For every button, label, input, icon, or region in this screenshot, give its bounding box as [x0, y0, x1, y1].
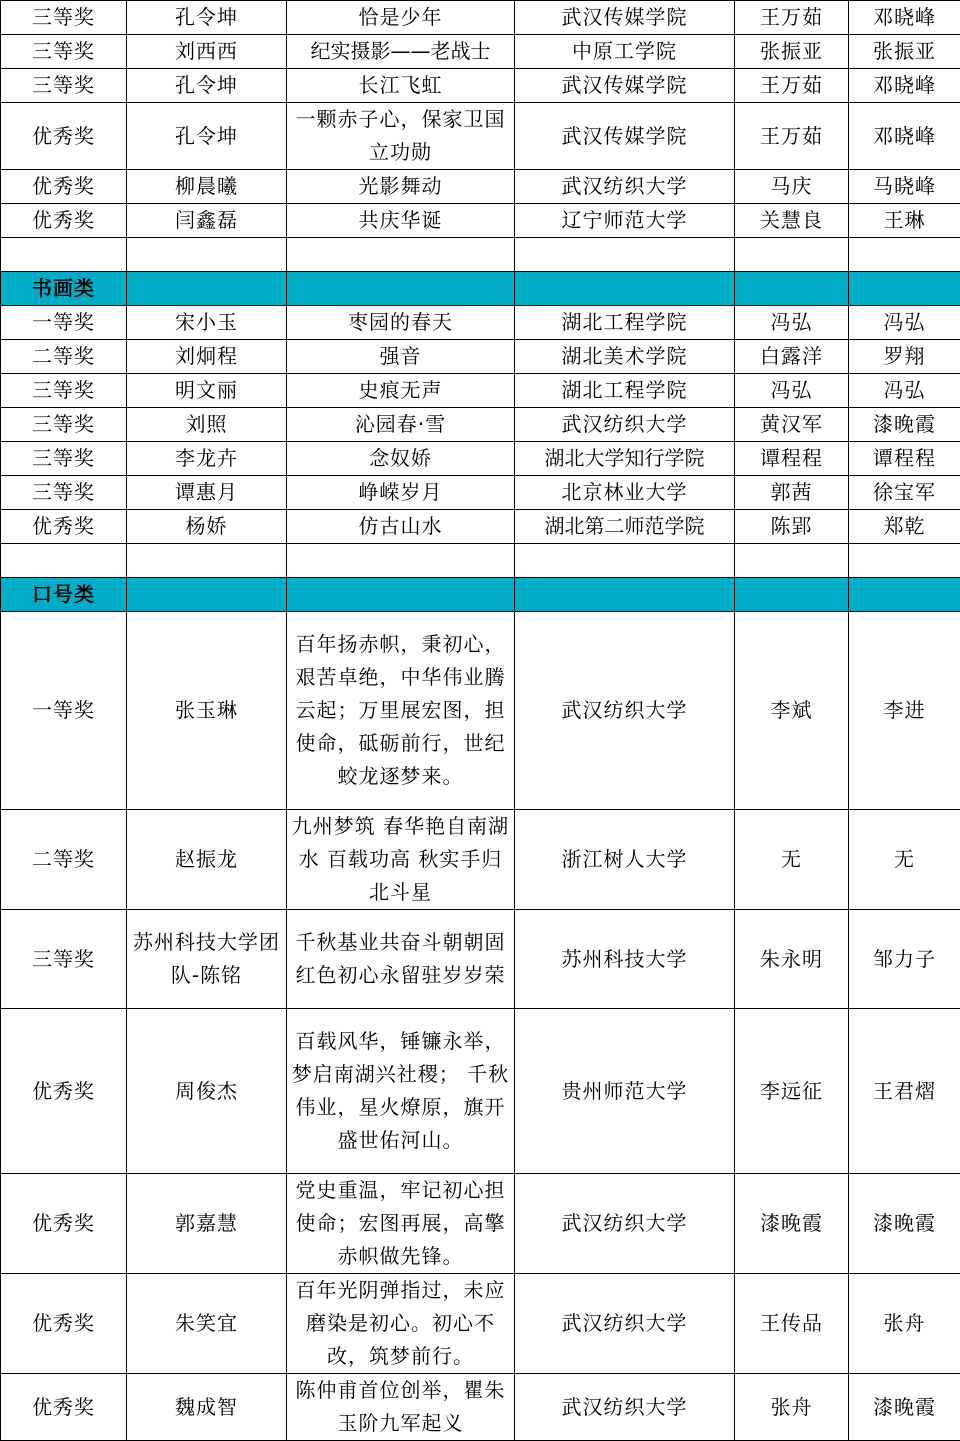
work-cell: 恰是少年 [287, 1, 515, 35]
work-cell: 党史重温，牢记初心担使命；宏图再展，高擎赤帜做先锋。 [287, 1174, 515, 1274]
work-cell: 纪实摄影——老战士 [287, 35, 515, 69]
recommender-cell: 漆晚霞 [849, 408, 960, 442]
table-row [1, 810, 960, 910]
award-cell: 三等奖 [1, 35, 127, 69]
work-cell: 光影舞动 [287, 170, 515, 204]
name-cell: 杨娇 [127, 510, 287, 544]
table-row [1, 442, 960, 476]
recommender-cell: 罗翔 [849, 340, 960, 374]
advisor-cell: 王传品 [735, 1274, 849, 1374]
recommender-cell: 郑乾 [849, 510, 960, 544]
name-cell: 闫鑫磊 [127, 204, 287, 238]
work-cell: 仿古山水 [287, 510, 515, 544]
school-cell: 湖北工程学院 [515, 306, 735, 340]
advisor-cell: 张振亚 [735, 35, 849, 69]
table-row [1, 510, 960, 544]
recommender-cell: 李进 [849, 612, 960, 810]
advisor-cell: 李斌 [735, 612, 849, 810]
name-cell: 孔令坤 [127, 1, 287, 35]
award-cell: 一等奖 [1, 306, 127, 340]
award-cell: 优秀奖 [1, 1174, 127, 1274]
award-cell: 三等奖 [1, 910, 127, 1009]
award-cell: 三等奖 [1, 69, 127, 103]
name-cell: 谭惠月 [127, 476, 287, 510]
recommender-cell: 冯弘 [849, 306, 960, 340]
name-cell: 赵振龙 [127, 810, 287, 910]
name-cell: 苏州科技大学团队-陈铭 [127, 910, 287, 1009]
name-cell: 张玉琳 [127, 612, 287, 810]
name-cell: 明文丽 [127, 374, 287, 408]
section-header-slogan [1, 578, 960, 612]
advisor-cell: 朱永明 [735, 910, 849, 1009]
table-row [1, 170, 960, 204]
work-cell: 史痕无声 [287, 374, 515, 408]
school-cell: 武汉纺织大学 [515, 408, 735, 442]
table-row [1, 612, 960, 810]
advisor-cell: 陈郢 [735, 510, 849, 544]
recommender-cell: 邓晓峰 [849, 1, 960, 35]
award-cell: 优秀奖 [1, 1009, 127, 1174]
work-cell: 百年光阴弹指过，未应磨染是初心。初心不改，筑梦前行。 [287, 1274, 515, 1374]
advisor-cell: 关慧良 [735, 204, 849, 238]
name-cell: 刘照 [127, 408, 287, 442]
school-cell: 武汉纺织大学 [515, 612, 735, 810]
award-cell: 三等奖 [1, 408, 127, 442]
award-cell: 优秀奖 [1, 510, 127, 544]
table-row [1, 204, 960, 238]
table-row [1, 69, 960, 103]
advisor-cell: 李远征 [735, 1009, 849, 1174]
work-cell: 峥嵘岁月 [287, 476, 515, 510]
advisor-cell: 马庆 [735, 170, 849, 204]
name-cell: 魏成智 [127, 1374, 287, 1441]
award-cell: 三等奖 [1, 476, 127, 510]
school-cell: 中原工学院 [515, 35, 735, 69]
name-cell: 孔令坤 [127, 103, 287, 170]
advisor-cell: 王万茹 [735, 69, 849, 103]
name-cell: 刘西西 [127, 35, 287, 69]
advisor-cell: 无 [735, 810, 849, 910]
school-cell: 湖北工程学院 [515, 374, 735, 408]
recommender-cell: 谭程程 [849, 442, 960, 476]
school-cell: 浙江树人大学 [515, 810, 735, 910]
blank-row [1, 238, 960, 272]
school-cell: 北京林业大学 [515, 476, 735, 510]
school-cell: 湖北大学知行学院 [515, 442, 735, 476]
table-row [1, 103, 960, 170]
award-cell: 二等奖 [1, 810, 127, 910]
section-title: 口号类 [1, 578, 127, 612]
section-title: 书画类 [1, 272, 127, 306]
table-row [1, 476, 960, 510]
recommender-cell: 漆晚霞 [849, 1374, 960, 1441]
recommender-cell: 冯弘 [849, 374, 960, 408]
work-cell: 强音 [287, 340, 515, 374]
work-cell: 沁园春·雪 [287, 408, 515, 442]
table-row [1, 408, 960, 442]
table-row [1, 910, 960, 1009]
table-row [1, 374, 960, 408]
recommender-cell: 徐宝军 [849, 476, 960, 510]
table-row [1, 340, 960, 374]
recommender-cell: 无 [849, 810, 960, 910]
award-cell: 优秀奖 [1, 1374, 127, 1441]
table-row [1, 1374, 960, 1441]
work-cell: 枣园的春天 [287, 306, 515, 340]
work-cell: 一颗赤子心，保家卫国立功勋 [287, 103, 515, 170]
recommender-cell: 王君熠 [849, 1009, 960, 1174]
recommender-cell: 张舟 [849, 1274, 960, 1374]
table-row [1, 1009, 960, 1174]
advisor-cell: 王万茹 [735, 1, 849, 35]
advisor-cell: 谭程程 [735, 442, 849, 476]
work-cell: 百年扬赤帜，秉初心，艰苦卓绝，中华伟业腾云起；万里展宏图，担使命，砥砺前行，世纪蛟龙逐梦来。 [287, 612, 515, 810]
advisor-cell: 冯弘 [735, 306, 849, 340]
school-cell: 武汉纺织大学 [515, 1174, 735, 1274]
advisor-cell: 王万茹 [735, 103, 849, 170]
recommender-cell: 邓晓峰 [849, 69, 960, 103]
recommender-cell: 漆晚霞 [849, 1174, 960, 1274]
recommender-cell: 邓晓峰 [849, 103, 960, 170]
award-cell: 一等奖 [1, 612, 127, 810]
award-cell: 优秀奖 [1, 204, 127, 238]
advisor-cell: 白露洋 [735, 340, 849, 374]
recommender-cell: 王琳 [849, 204, 960, 238]
award-cell: 三等奖 [1, 1, 127, 35]
award-cell: 三等奖 [1, 374, 127, 408]
table-row [1, 1174, 960, 1274]
section-header-calligraphy [1, 272, 960, 306]
school-cell: 武汉传媒学院 [515, 1, 735, 35]
work-cell: 百载风华，锤镰永举，梦启南湖兴社稷； 千秋伟业，星火燎原，旗开盛世佑河山。 [287, 1009, 515, 1174]
work-cell: 长江飞虹 [287, 69, 515, 103]
recommender-cell: 马晓峰 [849, 170, 960, 204]
table-row [1, 306, 960, 340]
work-cell: 千秋基业共奋斗朝朝固 红色初心永留驻岁岁荣 [287, 910, 515, 1009]
name-cell: 宋小玉 [127, 306, 287, 340]
work-cell: 念奴娇 [287, 442, 515, 476]
advisor-cell: 漆晚霞 [735, 1174, 849, 1274]
advisor-cell: 黄汉军 [735, 408, 849, 442]
school-cell: 武汉传媒学院 [515, 103, 735, 170]
name-cell: 柳晨曦 [127, 170, 287, 204]
blank-row [1, 544, 960, 578]
name-cell: 周俊杰 [127, 1009, 287, 1174]
school-cell: 武汉纺织大学 [515, 1274, 735, 1374]
award-cell: 二等奖 [1, 340, 127, 374]
name-cell: 孔令坤 [127, 69, 287, 103]
recommender-cell: 邹力子 [849, 910, 960, 1009]
award-cell: 优秀奖 [1, 170, 127, 204]
table-row [1, 1, 960, 35]
school-cell: 苏州科技大学 [515, 910, 735, 1009]
school-cell: 湖北第二师范学院 [515, 510, 735, 544]
award-cell: 优秀奖 [1, 1274, 127, 1374]
school-cell: 贵州师范大学 [515, 1009, 735, 1174]
advisor-cell: 冯弘 [735, 374, 849, 408]
advisor-cell: 张舟 [735, 1374, 849, 1441]
school-cell: 武汉纺织大学 [515, 170, 735, 204]
advisor-cell: 郭茜 [735, 476, 849, 510]
name-cell: 刘炯程 [127, 340, 287, 374]
name-cell: 朱笑宜 [127, 1274, 287, 1374]
school-cell: 湖北美术学院 [515, 340, 735, 374]
work-cell: 九州梦筑 春华艳自南湖水 百载功高 秋实手归北斗星 [287, 810, 515, 910]
table-row [1, 1274, 960, 1374]
work-cell: 共庆华诞 [287, 204, 515, 238]
school-cell: 武汉传媒学院 [515, 69, 735, 103]
name-cell: 郭嘉慧 [127, 1174, 287, 1274]
work-cell: 陈仲甫首位创举，瞿朱玉阶九军起义 [287, 1374, 515, 1441]
school-cell: 辽宁师范大学 [515, 204, 735, 238]
school-cell: 武汉纺织大学 [515, 1374, 735, 1441]
recommender-cell: 张振亚 [849, 35, 960, 69]
name-cell: 李龙卉 [127, 442, 287, 476]
award-cell: 三等奖 [1, 442, 127, 476]
award-cell: 优秀奖 [1, 103, 127, 170]
table-row [1, 35, 960, 69]
